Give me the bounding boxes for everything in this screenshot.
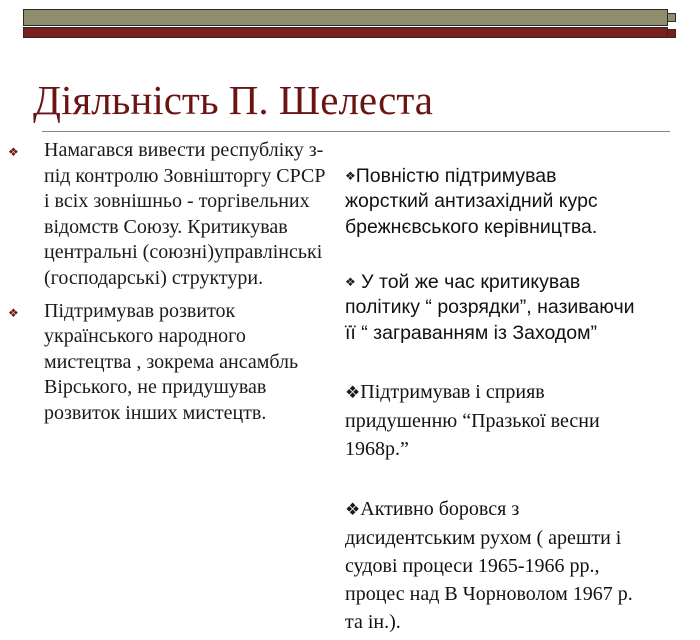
right-bullet-item [345,244,697,346]
right-item-text: Підтримував і сприяв придушенню “Празької весни 1968р.” [345,381,600,460]
header-square-olive [667,13,676,22]
left-bullet-item [8,299,330,427]
bullet-icon: ❖ [8,305,19,320]
title-divider [42,131,670,132]
right-item-text: Повністю підтримував жорсткий антизахідний курс брежнєвського керівництва. [345,164,598,238]
left-column [8,138,330,434]
right-item-text: Активно боровся з дисидентським рухом ( арешти і судові процеси 1965-1966 рр., процес над В Чорноволом 1967 р. та ін.). [345,498,633,633]
header-band-olive [23,9,668,26]
header-square-maroon [667,29,676,38]
bullet-icon: ❖ [345,383,361,402]
right-bullet-item [345,467,697,636]
bullet-icon: ❖ [345,168,356,183]
right-bullet-item [345,138,697,240]
right-column [345,138,697,640]
header-band-maroon [23,27,668,38]
left-bullet-item [8,138,330,292]
right-bullet-item [345,350,697,463]
bullet-icon: ❖ [345,274,356,289]
slide-title: Діяльність П. Шелеста [33,77,433,123]
left-item-text: Намагався вивести республіку з-під контролю Зовнішторгу СРСР і всіх зовнішньо - торгівельних відомств Союзу. Критикував центральні (союзні)управлінські (господарські) структури. [44,139,326,289]
left-item-text: Підтримував розвиток українського народного мистецтва , зокрема ансамбль Вірського, не придушував розвиток інших мистецтв. [44,299,299,424]
bullet-icon: ❖ [345,500,361,519]
bullet-icon: ❖ [8,145,19,159]
right-item-text: У той же час критикував політику “ розрядки”, називаючи її “ заграванням із Заходом” [345,270,635,344]
